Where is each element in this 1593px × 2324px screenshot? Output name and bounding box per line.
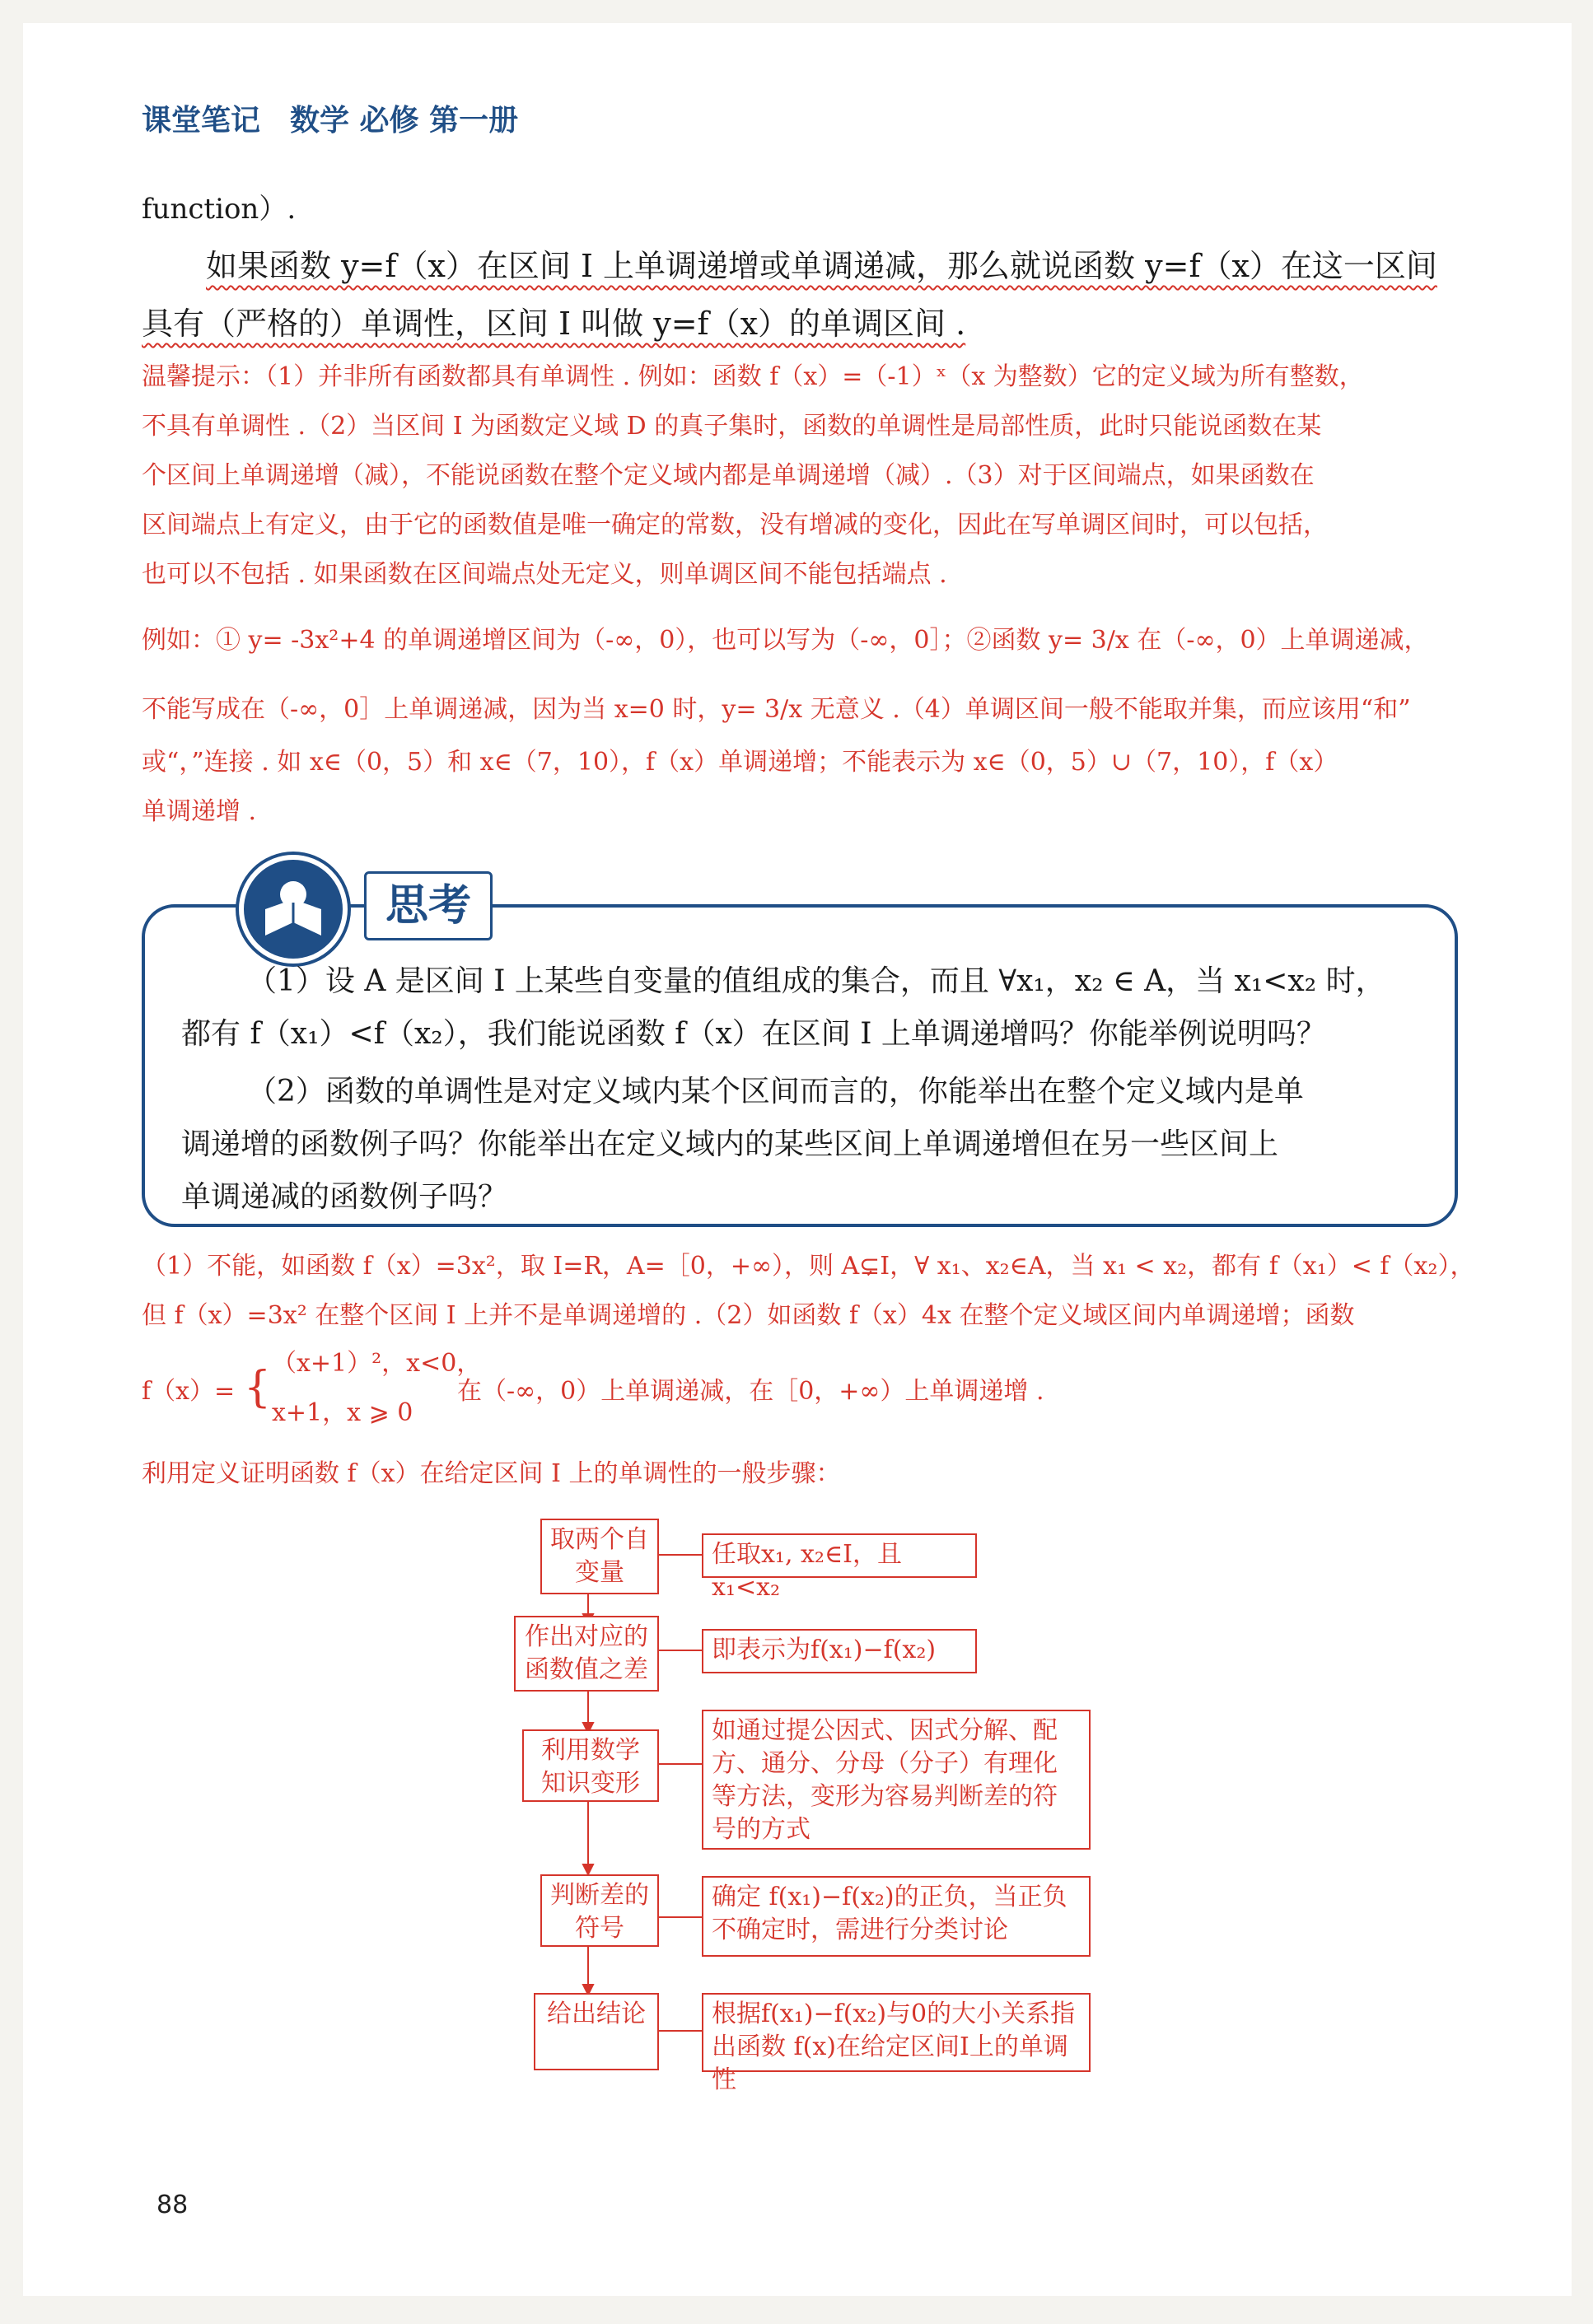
piecewise-suffix: 在（-∞，0）上单调递减，在［0，+∞）上单调递增 . <box>457 1377 1044 1406</box>
example-line: 或“，”连接 . 如 x∈（0，5）和 x∈（7，10），f（x）单调递增；不能表示为 x∈（0，5）∪（7，10），f（x） <box>142 748 1338 777</box>
think-question: 都有 f（x₁）<f（x₂），我们能说函数 f（x）在区间 I 上单调递增吗？你能举例说明吗？ <box>181 1017 1326 1051</box>
steps-intro: 利用定义证明函数 f（x）在给定区间 I 上的单调性的一般步骤： <box>142 1459 841 1488</box>
step-label: 判断差的符号 <box>540 1874 659 1947</box>
think-title: 思考 <box>364 871 493 940</box>
intro-line-0: function）. <box>142 193 297 226</box>
step-detail: 确定 f(x₁)−f(x₂)的正负，当正负不确定时，需进行分类讨论 <box>702 1876 1091 1957</box>
step-label: 给出结论 <box>534 1993 659 2070</box>
example-line: 例如：① y= -3x²+4 的单调递增区间为（-∞，0），也可以写为（-∞，0］；②函数 y= 3/x 在（-∞，0）上单调递减， <box>142 626 1429 655</box>
brace-icon: { <box>244 1363 272 1412</box>
piecewise-row: （x+1）²，x<0， <box>272 1349 482 1378</box>
piecewise-prefix: f（x）= <box>142 1377 236 1406</box>
example-line: 单调递增 . <box>142 797 257 826</box>
tip-line: 不具有单调性 .（2）当区间 I 为函数定义域 D 的真子集时，函数的单调性是局部性质，此时只能说函数在某 <box>142 412 1322 441</box>
think-question: （2）函数的单调性是对定义域内某个区间而言的，你能举出在整个定义域内是单 <box>247 1075 1304 1108</box>
think-question: （1）设 A 是区间 I 上某些自变量的值组成的集合，而且 ∀x₁，x₂ ∈ A，当 x₁<x₂ 时， <box>247 964 1385 998</box>
tip-line: 个区间上单调递增（减），不能说函数在整个定义域内都是单调递增（减）.（3）对于区间端点，如果函数在 <box>142 461 1315 490</box>
think-question: 单调递减的函数例子吗？ <box>181 1180 508 1214</box>
page-header: 课堂笔记 数学 必修 第一册 <box>142 104 519 138</box>
definition-line-2: 具有（严格的）单调性，区间 I 叫做 y=f（x）的单调区间 . <box>142 306 966 342</box>
step-detail: 如通过提公因式、因式分解、配方、通分、分母（分子）有理化等方法，变形为容易判断差的符号的方式 <box>702 1710 1091 1850</box>
page-number: 88 <box>156 2191 189 2219</box>
step-label: 利用数学知识变形 <box>522 1729 659 1802</box>
answer-line: 但 f（x）=3x² 在整个区间 I 上并不是单调递增的 .（2）如函数 f（x）4x 在整个定义域区间内单调递增；函数 <box>142 1301 1355 1330</box>
step-label: 作出对应的函数值之差 <box>514 1616 659 1692</box>
step-detail: 根据f(x₁)−f(x₂)与0的大小关系指出函数 f(x)在给定区间I上的单调性 <box>702 1993 1091 2072</box>
think-question: 调递增的函数例子吗？你能举出在定义域内的某些区间上单调递增但在另一些区间上 <box>181 1127 1279 1161</box>
piecewise-row: x+1，x ⩾ 0 <box>272 1398 413 1427</box>
step-label: 取两个自变量 <box>540 1519 659 1594</box>
tip-line: 也可以不包括 . 如果函数在区间端点处无定义，则单调区间不能包括端点 . <box>142 560 947 589</box>
step-detail: 即表示为f(x₁)−f(x₂) <box>702 1629 977 1673</box>
step-detail: 任取x₁, x₂∈I，且x₁<x₂ <box>702 1533 977 1578</box>
definition-line-1: 如果函数 y=f（x）在区间 I 上单调递增或单调递减，那么就说函数 y=f（x）在这一区间 <box>206 248 1437 284</box>
answer-line: （1）不能，如函数 f（x）=3x²，取 I=R，A=［0，+∞），则 A⊊I，∀ x₁、x₂∈A，当 x₁ < x₂，都有 f（x₁）< f（x₂）， <box>142 1252 1475 1281</box>
example-line: 不能写成在（-∞，0］上单调递减，因为当 x=0 时，y= 3/x 无意义 .（4）单调区间一般不能取并集，而应该用“和” <box>142 695 1411 724</box>
tip-line: 温馨提示：（1）并非所有函数都具有单调性 . 例如：函数 f（x）=（-1）ˣ（x 为整数）它的定义域为所有整数， <box>142 362 1364 391</box>
tip-line: 区间端点上有定义，由于它的函数值是唯一确定的常数，没有增减的变化，因此在写单调区间时，可以包括， <box>142 511 1328 539</box>
